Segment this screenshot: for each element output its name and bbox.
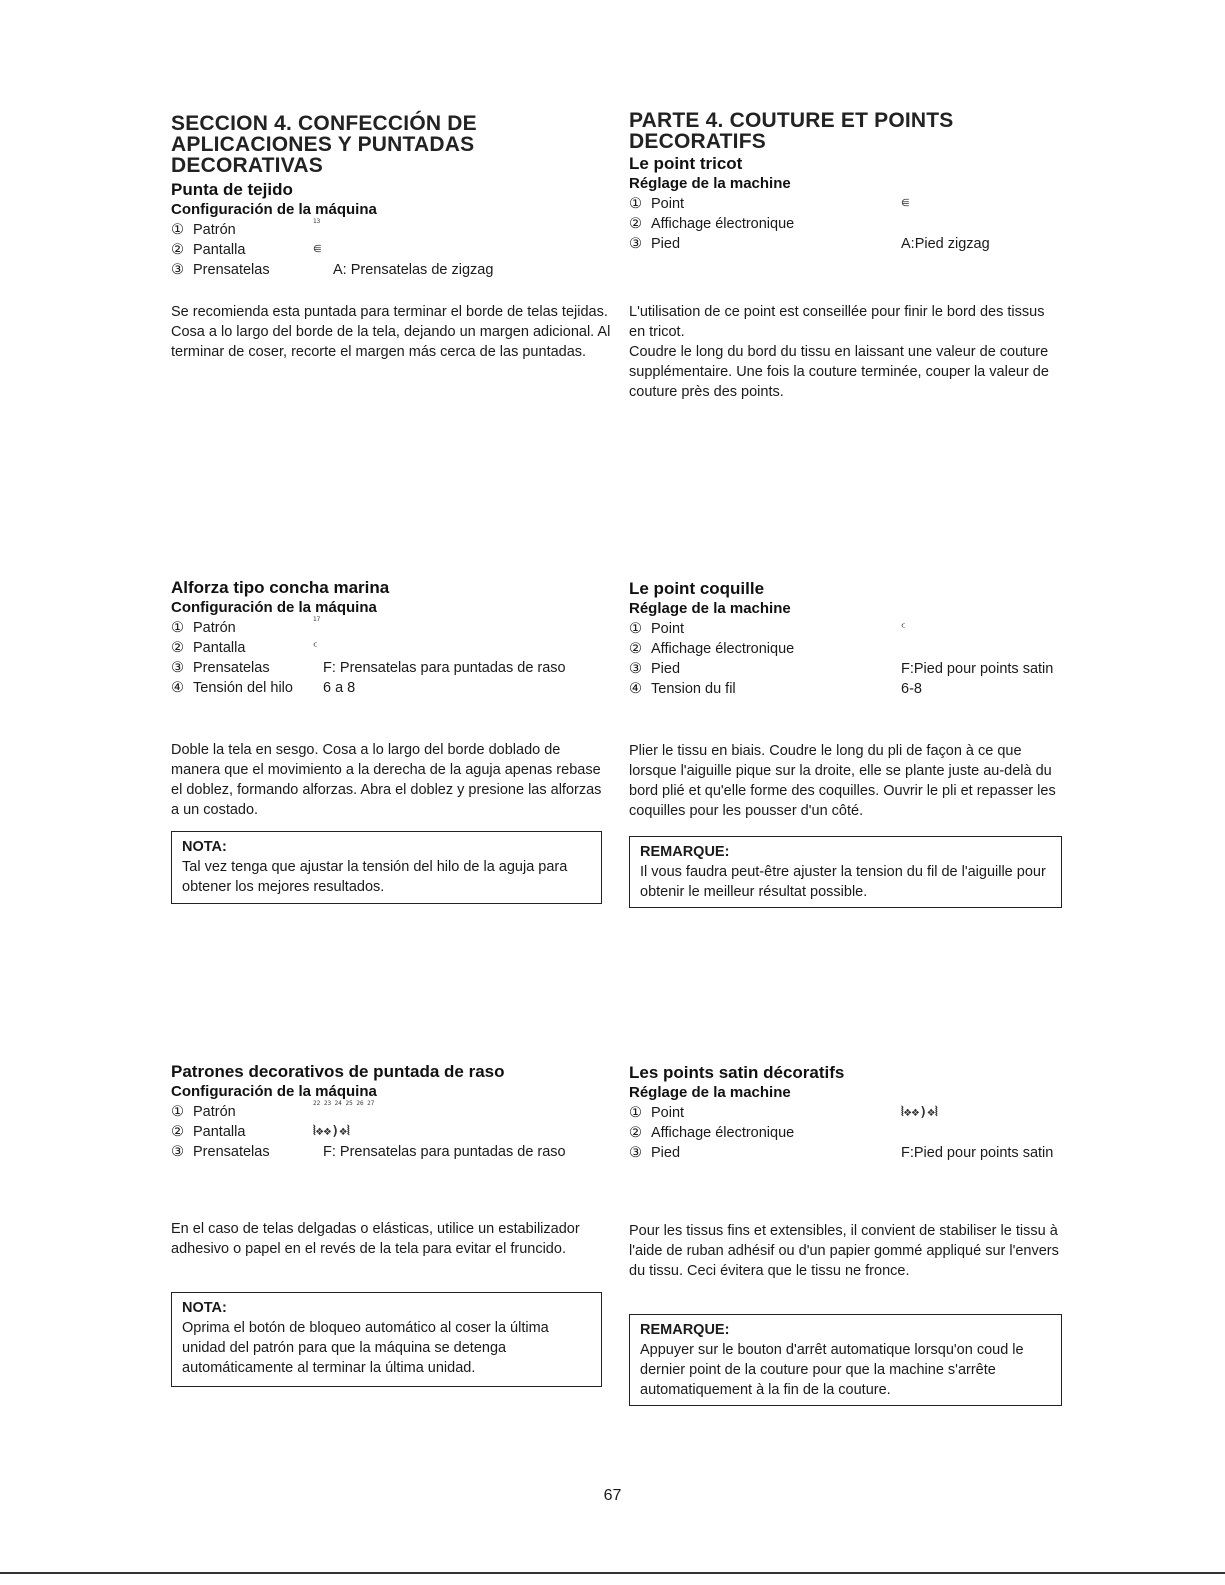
setting-row: ① Patrón 17 [171,616,321,636]
note-title: NOTA: [182,1300,227,1316]
setting-row: ③ Prensatelas F: Prensatelas para puntadas de raso [171,1144,566,1160]
section-title-fr: PARTE 4. COUTURE ET POINTS DECORATIFS [629,109,954,153]
note-text: Appuyer sur le bouton d'arrêt automatique lorsqu'on coud le dernier point de la couture pour que la machine s'arrête automatiquement à la fin de la couture. [640,1342,1024,1398]
setting-row: ② Pantalla ᑦ [171,640,318,656]
setting-row: ② Affichage électronique [629,216,795,232]
note-text: Oprima el botón de bloqueo automático al coser la última unidad del patrón para que la máquina se detenga automáticamente al terminar la última unidad. [182,1320,549,1376]
setting-row: ④ Tensión del hilo 6 a 8 [171,680,356,696]
spanish-section-2 [171,577,611,698]
setting-row: ③ Pied F:Pied pour points satin [629,661,1054,677]
heading-point-coquille: Le point coquille [629,579,765,598]
config-heading: Réglage de la machine [629,600,791,617]
note-title: NOTA: [182,839,227,855]
bottom-rule [0,1572,1225,1574]
paragraph-es-2: Doble la tela en sesgo. Cosa a lo largo del borde doblado de manera que el movimiento a la derecha de la aguja apenas rebase el doblez, formando alforzas. Abra el doblez y presione las alforzas a un costado. [171,742,602,818]
setting-row: ④ Tension du fil 6-8 [629,681,922,697]
french-section-3 [629,1062,1069,1163]
paragraph-es-3: En el caso de telas delgadas o elásticas, utilice un estabilizador adhesivo o papel en el revés de la tela para evitar el fruncido. [171,1221,580,1257]
setting-row: ② Affichage électronique [629,641,795,657]
stitch-display-icon: ⋹ [313,244,322,255]
spanish-column [171,113,606,280]
heading-alforza: Alforza tipo concha marina [171,578,390,597]
setting-row: ① Patrón 22 23 24 25 26 27 [171,1100,375,1120]
setting-row: ① Patrón 13 [171,218,321,238]
setting-row: ③ Pied A:Pied zigzag [629,236,990,252]
stitch-display-icon: ᑦ [901,623,906,634]
setting-row: ② Pantalla ⦚❖❖)❖⦚ [171,1124,350,1140]
note-box-es-2 [171,1292,602,1387]
config-heading: Réglage de la machine [629,1084,791,1101]
note-box-fr-1 [629,836,1062,908]
paragraph-es-1: Se recomienda esta puntada para terminar el borde de telas tejidas. Cosa a lo largo del borde de la tela, dejando un margen adicional. Al terminar de coser, recorte el margen más cerca de las puntadas. [171,304,611,360]
config-heading: Réglage de la machine [629,175,791,192]
page-number: 67 [603,1487,622,1504]
setting-row: ② Pantalla ⋹ [171,242,322,258]
setting-row: ① Point ⦚❖❖)❖⦚ [629,1105,938,1121]
config-heading: Configuración de la máquina [171,201,377,218]
config-heading: Configuración de la máquina [171,1083,377,1100]
spanish-section-3 [171,1061,611,1162]
heading-point-tricot: Le point tricot [629,154,743,173]
note-title: REMARQUE: [640,844,730,860]
note-title: REMARQUE: [640,1322,730,1338]
heading-points-satin: Les points satin décoratifs [629,1063,845,1082]
stitch-display-icon: ⋹ [901,198,910,209]
stitch-display-icon: ⦚❖❖)❖⦚ [313,1124,350,1139]
heading-patrones-decorativos: Patrones decorativos de puntada de raso [171,1062,505,1081]
note-text: Il vous faudra peut-être ajuster la tension du fil de l'aiguille pour obtenir le meilleur résultat possible. [640,864,1046,900]
config-heading: Configuración de la máquina [171,599,377,616]
setting-row: ① Point ⋹ [629,196,910,212]
french-column [629,110,1069,254]
note-text: Tal vez tenga que ajustar la tensión del hilo de la aguja para obtener los mejores resultados. [182,859,568,895]
note-box-es-1 [171,831,602,904]
stitch-display-icon: ᑦ [313,642,318,653]
section-title-es: SECCION 4. CONFECCIÓN DE APLICACIONES Y PUNTADAS DECORATIVAS [171,112,477,177]
setting-row: ③ Prensatelas F: Prensatelas para puntadas de raso [171,660,566,676]
note-box-fr-2 [629,1314,1062,1406]
setting-row: ③ Pied F:Pied pour points satin [629,1145,1054,1161]
stitch-display-icon: ⦚❖❖)❖⦚ [901,1105,938,1120]
french-section-2 [629,578,1069,699]
paragraph-fr-2: Plier le tissu en biais. Coudre le long du pli de façon à ce que lorsque l'aiguille pique sur la droite, elle se plante juste au-delà du bord plié et qu'elle forme des coquilles. Ouvrir le pli et repasser les coquilles pour les pousser d'un côté. [629,743,1056,819]
setting-row: ③ Prensatelas A: Prensatelas de zigzag [171,262,494,278]
setting-row: ② Affichage électronique [629,1125,795,1141]
heading-punta-de-tejido: Punta de tejido [171,180,293,199]
setting-row: ① Point ᑦ [629,621,906,637]
paragraph-fr-3: Pour les tissus fins et extensibles, il convient de stabiliser le tissu à l'aide de ruban adhésif ou d'un papier gommé appliqué sur l'envers du tissu. Ceci évitera que le tissu ne fronce. [629,1223,1059,1279]
paragraph-fr-1: L'utilisation de ce point est conseillée pour finir le bord des tissus en tricot. Coudre le long du bord du tissu en laissant une valeur de couture supplémentaire. Une fois la couture terminée, couper la valeur de couture près des points. [629,304,1049,400]
